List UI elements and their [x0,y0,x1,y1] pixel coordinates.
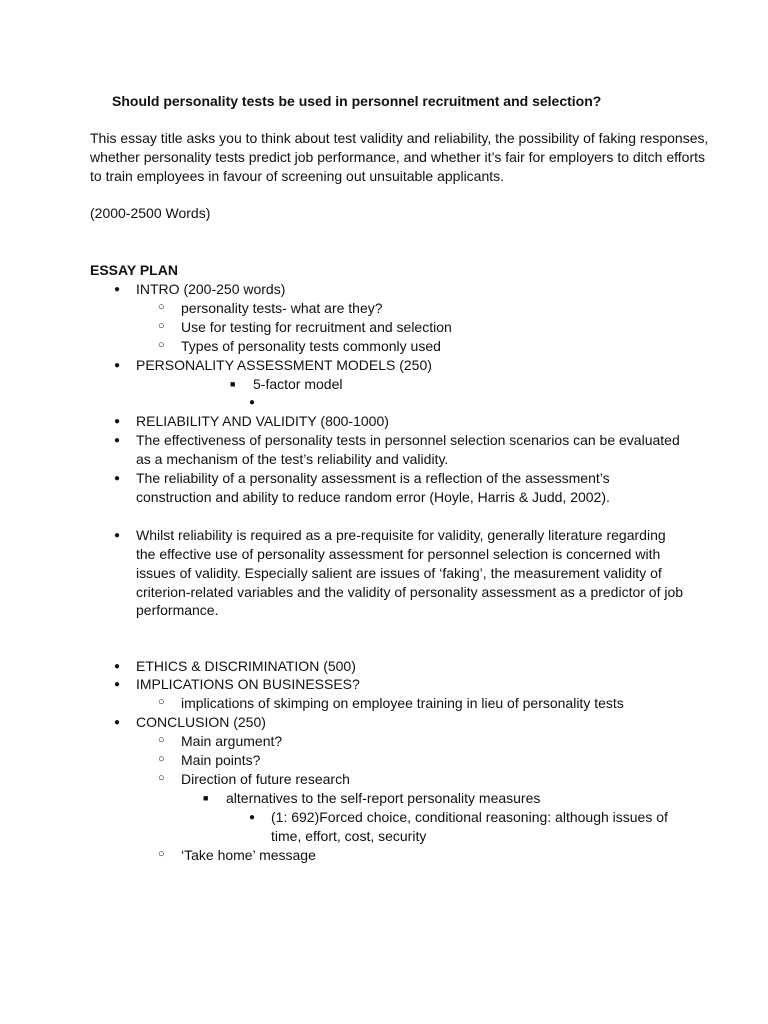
bullet-open-icon: ○ [158,734,165,746]
plan-subitem: implications of skimping on employee training in lieu of personality tests [181,695,624,711]
plan-subitem: Main points? [181,752,261,768]
intro-line-3: to train employees in favour of screening out unsuitable applicants. [90,168,505,184]
essay-plan-heading: ESSAY PLAN [90,262,178,278]
plan-item-intro: INTRO (200-250 words) [136,281,286,297]
plan-item-reliability: RELIABILITY AND VALIDITY (800-1000) [136,413,389,429]
bullet-open-icon: ○ [158,301,165,313]
bullet-open-icon: ○ [158,753,165,765]
plan-subitem: personality tests- what are they? [181,300,383,316]
bullet-filled-icon: ● [114,717,121,728]
bullet-open-icon: ○ [158,339,165,351]
plan-item-text: the effective use of personality assessment for personnel selection is concerned with [136,546,661,562]
plan-item-text: as a mechanism of the test’s reliability and validity. [136,451,449,467]
intro-line-2: whether personality tests predict job performance, and whether it’s fair for employers to ditch efforts [90,149,706,165]
word-count: (2000-2500 Words) [90,205,211,221]
bullet-filled-icon: ● [114,473,121,484]
bullet-open-icon: ○ [158,772,165,784]
bullet-square-icon: ■ [203,793,209,803]
plan-subitem: Main argument? [181,733,283,749]
plan-item-implications: IMPLICATIONS ON BUSINESSES? [136,676,360,692]
plan-item-conclusion: CONCLUSION (250) [136,714,266,730]
plan-item-text: issues of validity. Especially salient are issues of ‘faking’, the measurement validity of [136,565,662,581]
plan-item-models: PERSONALITY ASSESSMENT MODELS (250) [136,357,432,373]
bullet-filled-icon: ● [114,416,121,427]
plan-subitem: alternatives to the self-report personality measures [226,790,541,806]
intro-line-1: This essay title asks you to think about test validity and reliability, the possibility of faking responses, [90,130,709,146]
plan-subitem: time, effort, cost, security [271,828,427,844]
bullet-filled-icon: ● [114,435,121,446]
bullet-filled-icon: ● [249,812,256,823]
plan-item-text: Whilst reliability is required as a pre-requisite for validity, generally literature regarding [136,527,666,543]
plan-subitem: 5-factor model [253,376,343,392]
bullet-filled-icon: ● [114,530,121,541]
plan-subitem: Use for testing for recruitment and selection [181,319,452,335]
plan-subitem: Direction of future research [181,771,350,787]
bullet-filled-icon: ● [114,360,121,371]
plan-subitem: Types of personality tests commonly used [181,338,441,354]
plan-item-ethics: ETHICS & DISCRIMINATION (500) [136,658,356,674]
plan-subitem: ‘Take home’ message [181,847,316,863]
plan-item-text: criterion-related variables and the validity of personality assessment as a predictor of job [136,584,684,600]
plan-subitem: (1: 692)Forced choice, conditional reasoning: although issues of [271,809,668,825]
plan-item-text: The reliability of a personality assessment is a reflection of the assessment’s [136,470,610,486]
bullet-filled-icon: ● [114,679,121,690]
plan-item-text: performance. [136,602,219,618]
bullet-filled-icon: ● [114,284,121,295]
bullet-filled-icon: ● [249,397,256,408]
plan-item-text: construction and ability to reduce random error (Hoyle, Harris & Judd, 2002). [136,489,610,505]
essay-title: Should personality tests be used in personnel recruitment and selection? [112,93,602,109]
bullet-open-icon: ○ [158,320,165,332]
bullet-filled-icon: ● [114,661,121,672]
bullet-open-icon: ○ [158,848,165,860]
bullet-square-icon: ■ [230,379,236,389]
bullet-open-icon: ○ [158,696,165,708]
plan-item-text: The effectiveness of personality tests in personnel selection scenarios can be evaluated [136,432,680,448]
